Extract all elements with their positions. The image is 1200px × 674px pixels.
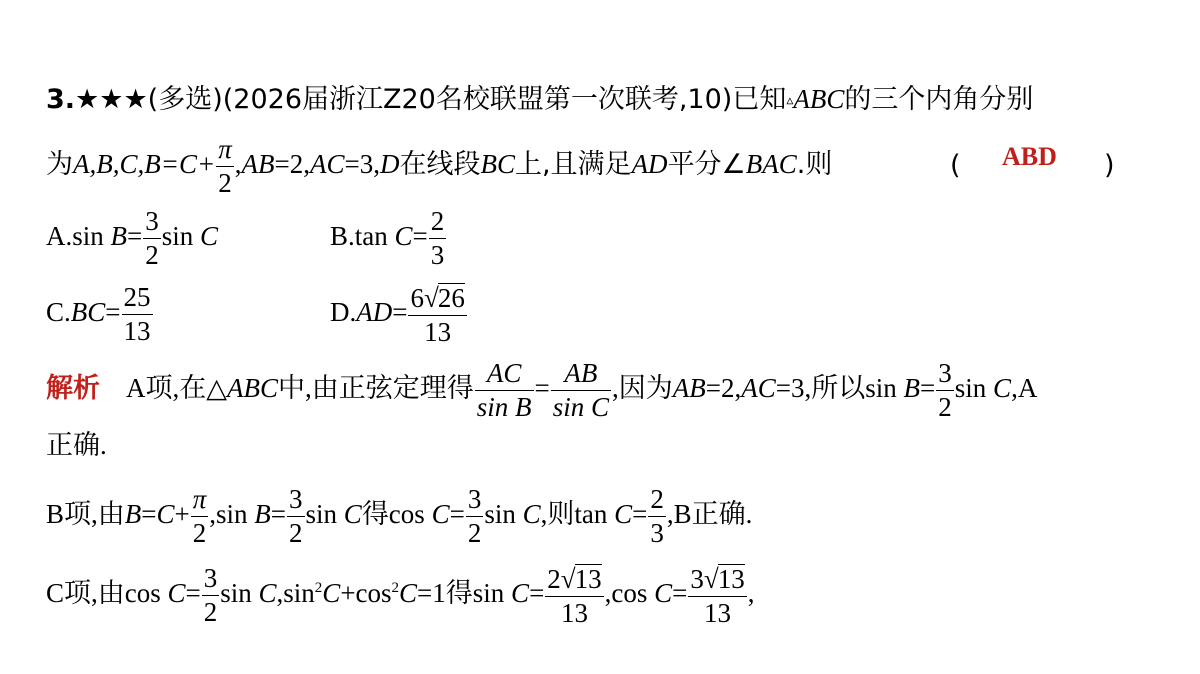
- radicand: 13: [574, 564, 602, 595]
- segment-ad: AD: [356, 297, 393, 327]
- equals: =: [141, 499, 157, 529]
- coefficient: 6: [410, 283, 424, 314]
- var-c: C: [993, 373, 1012, 403]
- option-label: C.: [46, 297, 71, 327]
- fraction: [688, 564, 746, 627]
- fraction-numerator: AC: [475, 360, 534, 391]
- coefficient: 3: [690, 564, 704, 595]
- segment-ab: AB: [241, 149, 275, 179]
- equals: =: [672, 578, 688, 608]
- fraction: [429, 208, 447, 269]
- fraction-denominator: 13: [560, 598, 588, 629]
- fraction-denominator: 2: [192, 518, 207, 549]
- equals: =: [392, 297, 408, 327]
- equals: =: [412, 221, 428, 251]
- fraction-numerator: 3: [287, 486, 305, 517]
- question-number: 3.: [46, 84, 76, 115]
- fraction-denominator: 2: [938, 392, 952, 423]
- triangle-symbol: ▵: [786, 92, 794, 109]
- segment-bc: BC: [70, 297, 106, 327]
- question-stem-text: 上,且满足: [514, 149, 632, 180]
- solution-text: sin: [220, 578, 259, 608]
- solution-text: ,cos: [604, 578, 655, 608]
- fraction: [545, 564, 603, 627]
- option-a: [46, 206, 218, 269]
- fraction: [936, 360, 954, 421]
- answer-paren-close: ): [1104, 150, 1115, 181]
- solution-line-4: [46, 558, 754, 627]
- exponent: 2: [391, 580, 400, 596]
- solution-text: B项,由: [46, 499, 125, 529]
- solution-text: ,B正确.: [666, 499, 753, 529]
- exponent: 2: [314, 580, 323, 596]
- fraction: [287, 486, 305, 547]
- question-stem-text: .则: [796, 149, 833, 180]
- segment-ab: AB: [672, 373, 706, 403]
- var-c: C: [322, 578, 341, 608]
- radicand: 13: [717, 564, 745, 595]
- fraction-numerator: 2: [429, 208, 447, 239]
- fraction-numerator: 3: [466, 486, 484, 517]
- solution-line-3: [46, 484, 752, 547]
- question-stem-text: 为: [46, 149, 73, 180]
- fraction-numerator: π: [191, 486, 209, 517]
- fraction: [202, 565, 220, 626]
- solution-text: =1得sin: [417, 578, 512, 608]
- equals: =: [534, 373, 550, 403]
- angle-relation: A,B,C,B=C+: [73, 149, 216, 179]
- question-stem-text: 已知: [732, 84, 787, 115]
- var-c: C: [156, 499, 175, 529]
- question-line-1: [46, 84, 1033, 116]
- solution-text: ,sin: [276, 578, 315, 608]
- var-c: C: [167, 578, 186, 608]
- fraction: [648, 486, 666, 547]
- solution-text: =2,: [705, 373, 742, 403]
- fraction: [551, 360, 611, 421]
- solution-text: C项,由cos: [46, 578, 168, 608]
- fraction-numerator: 3: [143, 208, 161, 239]
- segment-ac: AC: [309, 149, 345, 179]
- sqrt: √26: [423, 283, 465, 314]
- solution-heading: 解析: [46, 373, 100, 404]
- fraction-denominator: 3: [430, 240, 445, 271]
- solution-text: sin: [954, 373, 994, 403]
- solution-text: sin: [484, 499, 523, 529]
- value-text: =3,: [344, 149, 380, 179]
- question-source: (2026届浙江Z20名校联盟第一次联考,10): [222, 84, 733, 115]
- var-c: C: [343, 499, 362, 529]
- fraction-denominator: 2: [203, 597, 218, 628]
- fraction-numerator: AB: [551, 360, 611, 391]
- sqrt: √13: [560, 564, 602, 595]
- fraction-numerator: π: [216, 136, 234, 167]
- segment-bc: BC: [480, 149, 515, 179]
- answer-paren-open: (: [950, 150, 961, 181]
- triangle-name: ABC: [793, 84, 845, 114]
- segment-ac: AC: [741, 373, 776, 403]
- fraction: [122, 284, 153, 345]
- fraction-numerator: 3: [202, 565, 220, 596]
- solution-line-2: [46, 430, 107, 460]
- solution-text: ,则tan: [540, 499, 615, 529]
- fraction: [466, 486, 484, 547]
- equals: =: [270, 499, 287, 529]
- equals: =: [105, 297, 121, 327]
- fraction: [408, 283, 466, 346]
- fraction-denominator: 13: [704, 598, 732, 629]
- solution-text: 正确.: [46, 430, 107, 460]
- question-line-2: [46, 134, 832, 197]
- sin-text: sin: [161, 221, 201, 251]
- var-c: C: [614, 499, 633, 529]
- equals: =: [449, 499, 465, 529]
- triangle-name: ABC: [227, 373, 279, 403]
- solution-text: =3,所以sin: [775, 373, 904, 403]
- fraction-denominator: sin C: [552, 392, 610, 423]
- fraction-numerator: 25: [122, 284, 153, 315]
- solution-text: 得cos: [361, 499, 432, 529]
- fraction-denominator: 13: [424, 317, 452, 348]
- solution-text: ,因为: [612, 373, 673, 403]
- var-c: C: [200, 221, 219, 251]
- var-b: B: [124, 499, 142, 529]
- fraction-numerator: [408, 283, 466, 316]
- option-c: [46, 282, 154, 345]
- comma: ,: [234, 149, 242, 179]
- sqrt: √13: [703, 564, 745, 595]
- equals: =: [920, 373, 936, 403]
- question-type-tag: (多选): [147, 84, 223, 115]
- fraction-numerator: 2: [648, 486, 666, 517]
- equals: =: [185, 578, 201, 608]
- equals: =: [127, 221, 143, 251]
- solution-text: sin: [305, 499, 344, 529]
- fraction-numerator: [688, 564, 746, 597]
- option-label: B.tan: [330, 221, 395, 251]
- fraction: [475, 360, 534, 421]
- fraction: [143, 208, 161, 269]
- equals: =: [632, 499, 648, 529]
- option-b: [330, 206, 447, 269]
- option-label: A.sin: [46, 221, 111, 251]
- var-b: B: [110, 221, 128, 251]
- var-c: C: [399, 578, 418, 608]
- fraction-denominator: 2: [467, 518, 482, 549]
- angle-bac: BAC: [745, 149, 797, 179]
- fraction-numerator: 3: [936, 360, 954, 391]
- point-d: D: [379, 149, 400, 179]
- fraction-pi-over-2: [191, 486, 209, 547]
- solution-text: ,A: [1011, 373, 1038, 403]
- fraction-denominator: 2: [218, 168, 232, 199]
- var-c: C: [258, 578, 277, 608]
- solution-line-1: [46, 358, 1037, 421]
- fraction-pi-over-2: [216, 136, 234, 197]
- solution-text: A项,在△: [126, 373, 228, 403]
- plus: +: [174, 499, 190, 529]
- solution-text: ,sin: [209, 499, 255, 529]
- question-stem-text: 在线段: [399, 149, 481, 180]
- question-stem-text: 平分∠: [667, 149, 746, 180]
- fraction-denominator: 2: [289, 518, 303, 549]
- solution-text: ,: [747, 578, 755, 608]
- fraction-denominator: sin B: [476, 392, 532, 423]
- question-stem-text: 的三个内角分别: [844, 84, 1034, 115]
- segment-ad: AD: [631, 149, 668, 179]
- fraction-denominator: 2: [145, 240, 159, 271]
- fraction-numerator: [545, 564, 603, 597]
- fraction-denominator: 13: [123, 316, 151, 347]
- var-c: C: [511, 578, 530, 608]
- var-b: B: [254, 499, 271, 529]
- var-c: C: [431, 499, 450, 529]
- var-c: C: [394, 221, 413, 251]
- var-c: C: [654, 578, 673, 608]
- radicand: 26: [437, 283, 465, 314]
- fraction-denominator: 3: [650, 518, 664, 549]
- equals: =: [529, 578, 545, 608]
- solution-text: 中,由正弦定理得: [278, 373, 474, 403]
- var-c: C: [522, 499, 541, 529]
- var-b: B: [903, 373, 921, 403]
- option-label: D.: [330, 297, 357, 327]
- solution-text: +cos: [340, 578, 392, 608]
- option-d: [330, 282, 468, 346]
- value-text: =2,: [274, 149, 310, 179]
- difficulty-stars: ★★★: [75, 84, 148, 115]
- answer-text: ABD: [1002, 142, 1057, 171]
- coefficient: 2: [547, 564, 561, 595]
